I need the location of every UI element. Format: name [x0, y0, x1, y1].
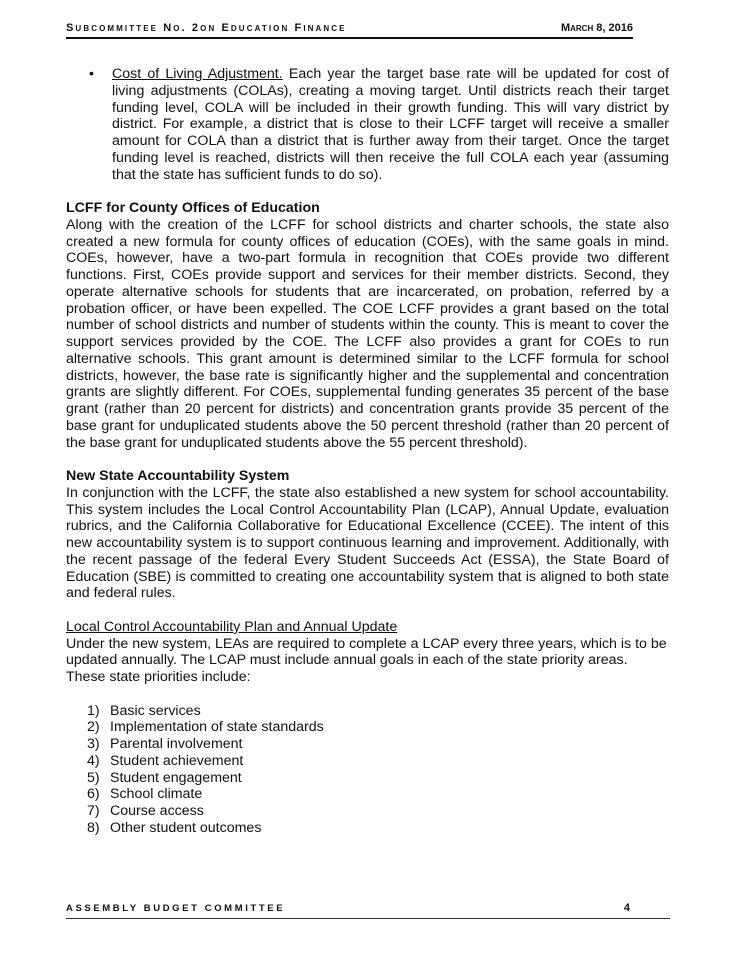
list-item-number: 4) [87, 752, 100, 769]
list-item-number: 7) [87, 803, 100, 819]
section-heading-accountability: New State Accountability System [66, 468, 290, 484]
priorities-list [66, 703, 669, 837]
header-title: Subcommittee No. 2on Education Finance [66, 22, 347, 34]
list-item-number: 6) [87, 786, 100, 803]
list-item-label: Student engagement [110, 769, 242, 786]
subsection-heading-lcap: Local Control Accountability Plan and Annual Update [66, 618, 398, 635]
list-item [66, 786, 669, 803]
list-item [66, 820, 669, 837]
list-item-label: Course access [110, 803, 204, 819]
bullet-icon: • [89, 66, 94, 82]
list-item-label: Other student outcomes [110, 819, 262, 836]
bullet-item-cola [66, 66, 669, 183]
list-item-label: Parental involvement [110, 736, 243, 752]
list-item-number: 3) [87, 736, 100, 752]
list-item-label: Implementation of state standards [110, 719, 324, 736]
header-date: March 8, 2016 [560, 22, 633, 34]
subsection-body-lcap: Under the new system, LEAs are required to complete a LCAP every three years, which is to be updated annually. The LCAP must include annual goals in each of the state priority areas. These state priorities include: [66, 635, 667, 685]
list-item-label: Student achievement [110, 752, 244, 769]
spacer [66, 602, 669, 619]
page-footer [66, 902, 670, 919]
list-item [66, 703, 669, 720]
list-item [66, 736, 669, 753]
page-content [66, 66, 669, 837]
bullet-title: Cost of Living Adjustment. [112, 66, 283, 82]
bullet-text: Each year the target base rate will be updated for cost of living adjustments (COLAs), creating a moving target. Until districts reach their target funding level, COLA will be included in their growth funding. This will vary district by district. For example, a district that is close to their LCFF target will receive a smaller amount for COLA than a district that is further away from their target. Once the target funding level is reached, districts will then receive the full COLA each year (assuming that the state has sufficient funds to do so). [112, 66, 669, 183]
spacer [66, 451, 669, 468]
page-header [66, 20, 633, 39]
list-item-label: School climate [110, 786, 203, 803]
list-item [66, 753, 669, 770]
list-item [66, 803, 669, 820]
list-item-number: 5) [87, 769, 100, 786]
list-item [66, 770, 669, 787]
list-item-number: 1) [87, 702, 100, 719]
list-item-number: 8) [87, 819, 100, 836]
spacer [66, 183, 669, 200]
section-heading-coe: LCFF for County Offices of Education [66, 200, 320, 216]
list-item-number: 2) [87, 719, 100, 736]
section-body-coe: Along with the creation of the LCFF for school districts and charter schools, the state also created a new formula for county offices of education (COEs), with the same goals in mind. COEs, however, have a two-part formula in recognition that COEs provide two different functions. First, COEs provide support and services for their member districts. Second, they operate alternative schools for students that are incarcerated, on probation, referred by a probation officer, or have been expelled. The COE LCFF provides a grant based on the total number of school districts and number of students within the county. This is meant to cover the support services provided by the COE. The LCFF also provides a grant for COEs to run alternative schools. This grant amount is determined similar to the LCFF formula for school districts, however, the base rate is significantly higher and the supplemental and concentration grants are slightly different. For COEs, supplemental funding generates 35 percent of the base grant (rather than 20 percent for districts) and concentration grants provide 35 percent of the base grant for unduplicated students above the 50 percent threshold (rather than 20 percent of the base grant for unduplicated students above the 55 percent threshold). [66, 216, 669, 451]
section-body-accountability: In conjunction with the LCFF, the state also established a new system for school accountability. This system includes the Local Control Accountability Plan (LCAP), Annual Update, evaluation rubrics, and the California Collaborative for Educational Excellence (CCEE). The intent of this new accountability system is to support continuous learning and improvement. Additionally, with the recent passage of the federal Every Student Succeeds Act (ESSA), the State Board of Education (SBE) is committed to creating one accountability system that is aligned to both state and federal rules. [66, 484, 669, 602]
footer-committee: ASSEMBLY BUDGET COMMITTEE [66, 903, 286, 914]
list-item-label: Basic services [110, 702, 201, 719]
spacer [66, 686, 669, 703]
list-item [66, 719, 669, 736]
page-number: 4 [623, 902, 630, 914]
